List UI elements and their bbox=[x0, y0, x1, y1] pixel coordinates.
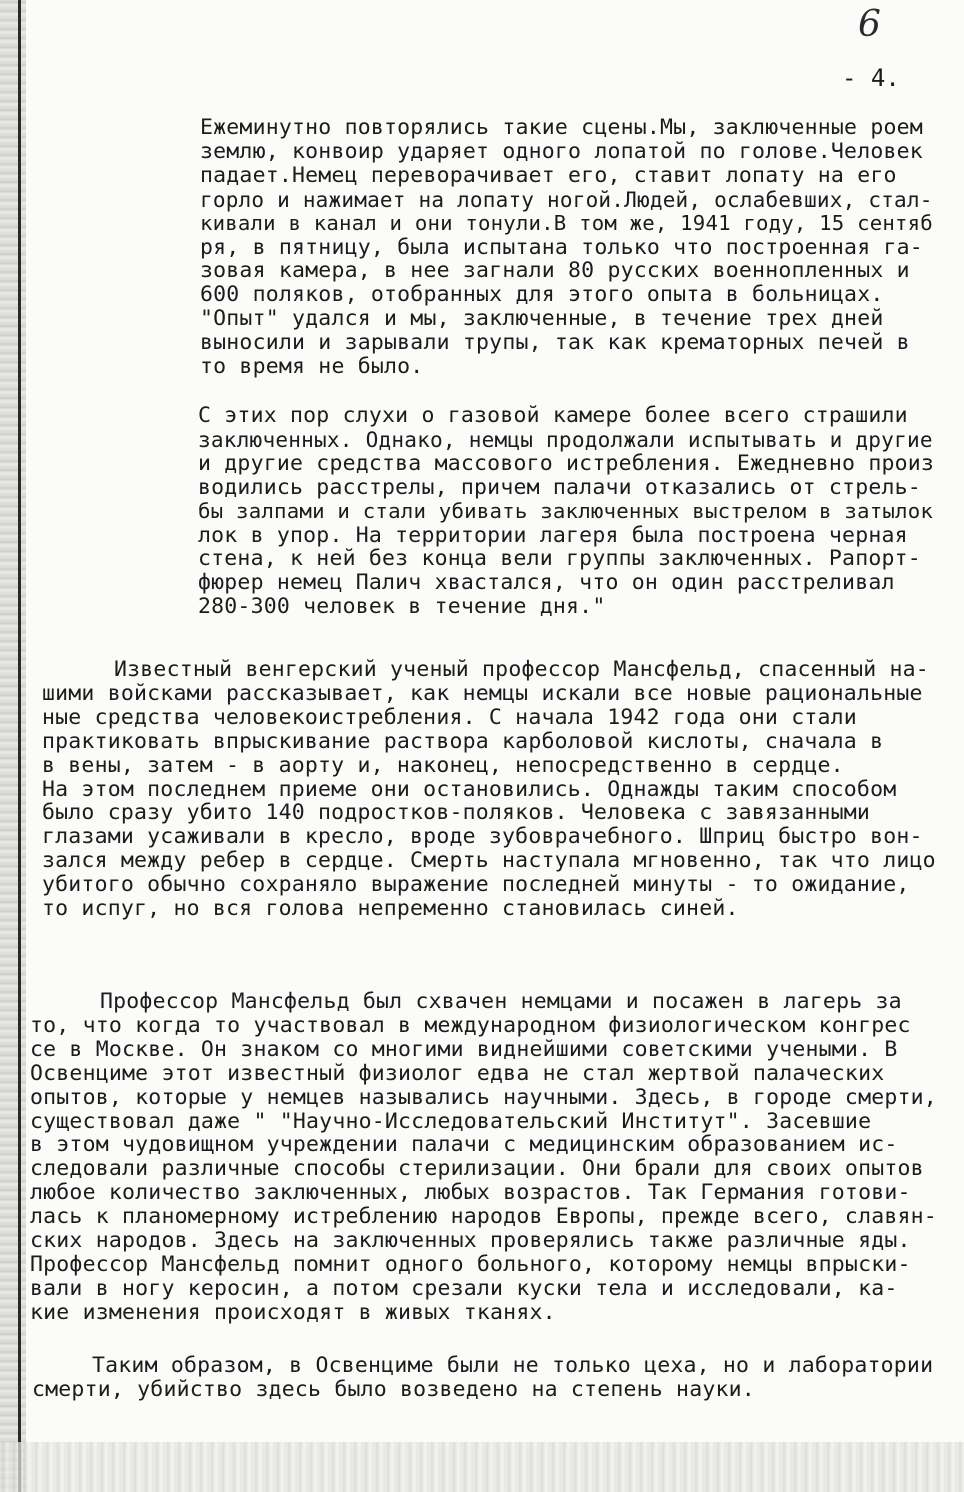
paragraph-conclusion bbox=[32, 1354, 938, 1402]
page-number: - 4. bbox=[842, 64, 900, 92]
text-line: землю, конвоир ударяет одного лопатой по голове.Человек bbox=[200, 138, 923, 164]
text-line: Известный венгерский ученый профессор Мансфельд, спасенный на- bbox=[114, 657, 929, 682]
text-line: Таким образом, в Освенциме были не только цеха, но и лаборатории bbox=[92, 1353, 934, 1378]
text-line: ских народов. Здесь на заключенных проверялись также различные яды. bbox=[30, 1228, 911, 1254]
text-line: бы залпами и стали убивать заключенных выстрелом в затылок bbox=[198, 498, 934, 523]
text-line: в этом чудовищном учреждении палачи с медицинским образованием ис- bbox=[30, 1132, 898, 1158]
text-line: шими войсками рассказывает, как немцы искали все новые рациональные bbox=[42, 680, 923, 706]
text-line: практиковать впрыскивание раствора карболовой кислоты, сначала в bbox=[42, 728, 884, 754]
text-line: ря, в пятницу, была испытана только что построенная га- bbox=[200, 234, 923, 260]
paragraph-research-institute bbox=[30, 990, 942, 1325]
quote-paragraph-1 bbox=[200, 116, 940, 379]
text-line: и другие средства массового истребления. Ежедневно произ bbox=[198, 450, 935, 476]
text-line: водились расстрелы, причем палачи отказались от стрель- bbox=[198, 474, 921, 500]
text-line: фюрер немец Палич хвастался, что он один расстреливал bbox=[198, 570, 895, 596]
text-line: се в Москве. Он знаком со многими виднейшими советскими учеными. В bbox=[30, 1036, 898, 1062]
text-line: "Опыт" удался и мы, заключенные, в течение трех дней bbox=[200, 306, 884, 332]
text-line: лась к планомерному истреблению народов Европы, прежде всего, славян- bbox=[30, 1204, 937, 1230]
text-line: то, что когда то участвовал в международном физиологическом конгрес bbox=[30, 1012, 911, 1038]
text-line: ные средства человекоистребления. С начала 1942 года они стали bbox=[42, 704, 857, 730]
text-line: любое количество заключенных, любых возрастов. Так Германия готови- bbox=[30, 1180, 911, 1206]
text-line: горло и нажимает на лопату ногой.Людей, ослабевших, стал- bbox=[200, 186, 933, 212]
text-line: лок в упор. На территории лагеря была построена черная bbox=[198, 522, 908, 548]
text-line: выносили и зарывали трупы, так как крематорных печей в bbox=[200, 330, 910, 356]
text-line: Ежеминутно повторялись такие сцены.Мы, заключенные роем bbox=[200, 115, 923, 140]
scan-left-edge bbox=[0, 0, 26, 1492]
text-line: заключенных. Однако, немцы продолжали испытывать и другие bbox=[198, 426, 933, 452]
text-line: опытов, которые у немцев назывались научными. Здесь, в городе смерти, bbox=[30, 1084, 937, 1110]
text-line: то испуг, но вся голова непременно становилась синей. bbox=[42, 896, 739, 922]
text-line: кивали в канал и они тонули.В том же, 1941 году, 15 сентяб bbox=[200, 210, 933, 235]
text-line: С этих пор слухи о газовой камере более всего страшили bbox=[198, 403, 908, 428]
text-line: убитого обычно сохраняло выражение последней минуты - то ожидание, bbox=[42, 872, 910, 898]
text-line: глазами усаживали в кресло, вроде зубоврачебного. Шприц быстро вон- bbox=[42, 824, 923, 850]
text-line: в вены, затем - в аорту и, наконец, непосредственно в сердце. bbox=[42, 752, 844, 778]
text-line: было сразу убито 140 подростков-поляков. Человека с завязанными bbox=[42, 800, 871, 826]
text-line: 600 поляков, отобранных для этого опыта в больницах. bbox=[200, 282, 884, 308]
text-line: кие изменения происходят в живых тканях. bbox=[30, 1299, 556, 1325]
scan-bottom-edge bbox=[0, 1442, 964, 1492]
text-line: зовая камера, в нее загнали 80 русских военнопленных и bbox=[200, 258, 910, 284]
text-line: следовали различные способы стерилизации. Они брали для своих опытов bbox=[30, 1156, 924, 1182]
text-line: вали в ногу керосин, а потом срезали куски тела и исследовали, ка- bbox=[30, 1275, 898, 1301]
text-line: Профессор Мансфельд помнит одного больного, которому немцы впрыски- bbox=[30, 1251, 911, 1277]
text-line: 280-300 человек в течение дня." bbox=[198, 594, 606, 620]
text-line: падает.Немец переворачивает его, ставит лопату на его bbox=[200, 162, 897, 188]
paragraph-mansfeld-account bbox=[42, 658, 938, 921]
archive-page-number: 6 bbox=[858, 4, 881, 45]
text-line: существовал даже " "Научно-Исследовательский Институт". Засевшие bbox=[30, 1108, 872, 1134]
text-line: стена, к ней без конца вели группы заключенных. Рапорт- bbox=[198, 546, 921, 572]
quote-paragraph-2 bbox=[198, 404, 940, 619]
binding-line bbox=[18, 0, 21, 1492]
text-line: то время не было. bbox=[200, 354, 424, 380]
text-line: смерти, убийство здесь было возведено на степень науки. bbox=[32, 1376, 755, 1402]
text-line: Профессор Мансфельд был схвачен немцами и посажен в лагерь за bbox=[100, 989, 902, 1014]
text-line: зался между ребер в сердце. Смерть наступала мгновенно, так что лицо bbox=[42, 848, 936, 874]
text-line: На этом последнем приеме они остановились. Однажды таким способом bbox=[42, 776, 897, 802]
text-line: Освенциме этот известный физиолог едва не стал жертвой палаческих bbox=[30, 1060, 885, 1086]
